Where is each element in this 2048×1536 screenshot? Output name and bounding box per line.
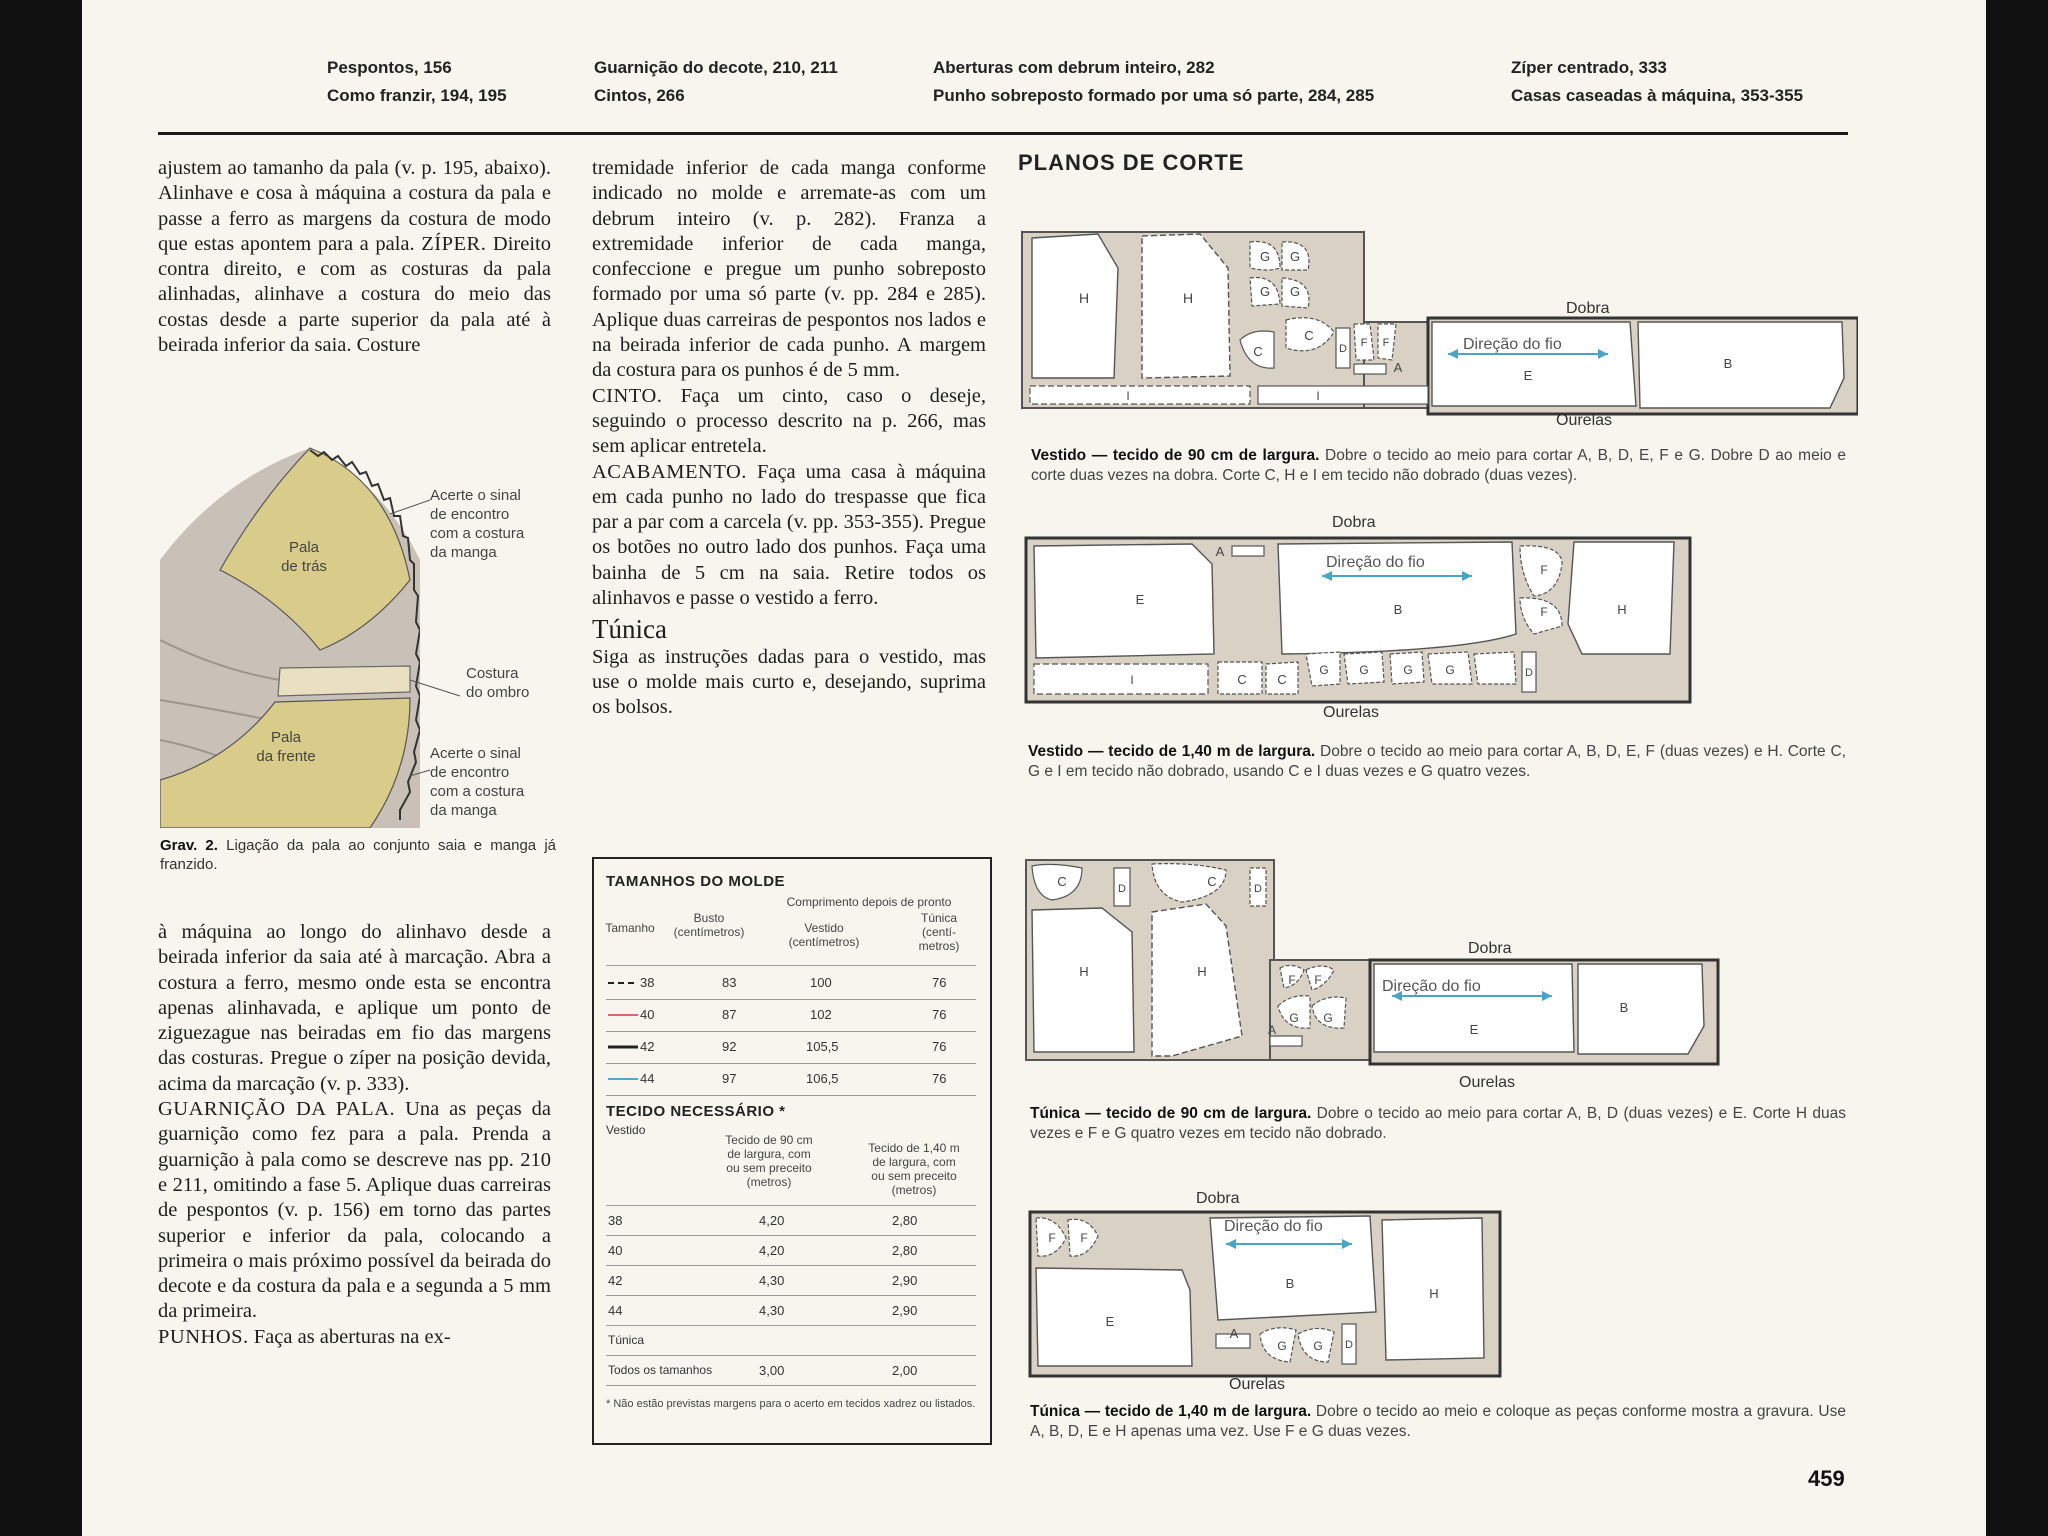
caption-label: Grav. 2.: [160, 837, 218, 854]
shoulder-seam-band: [278, 666, 410, 696]
svg-text:E: E: [1523, 368, 1533, 383]
section-heading-punhos: PUNHOS.: [158, 1325, 249, 1348]
cell: 76: [932, 1007, 947, 1022]
cell: 87: [722, 1007, 737, 1022]
svg-text:H: H: [1197, 964, 1207, 979]
svg-text:F: F: [1382, 337, 1390, 349]
cell: 102: [810, 1007, 832, 1022]
svg-text:F: F: [1080, 1231, 1088, 1245]
svg-text:I: I: [1130, 673, 1134, 687]
svg-text:F: F: [1288, 973, 1296, 987]
section-heading-ziper: ZÍPER.: [421, 232, 487, 255]
svg-text:G: G: [1323, 1011, 1333, 1025]
svg-text:C: C: [1057, 874, 1067, 889]
svg-text:G: G: [1289, 1011, 1299, 1025]
label-acerte-sinal-2: Acerte o sinal de encontro com a costura da manga: [430, 745, 525, 819]
fabric-sub-vestido: Vestido: [606, 1123, 646, 1137]
cutting-diagram-3: [1022, 856, 1722, 1074]
label-direcao-fio: Direção do fio: [1326, 554, 1425, 571]
column1-top-text: [158, 156, 551, 358]
paragraph: Faça as aberturas na ex-: [253, 1325, 451, 1348]
svg-text:F: F: [1360, 337, 1368, 349]
label-costura-ombro: Costura do ombro: [466, 665, 530, 701]
svg-text:I: I: [1126, 389, 1130, 403]
label-dobra: Dobra: [1566, 300, 1610, 317]
cell: 44: [608, 1303, 623, 1318]
svg-text:F: F: [1540, 563, 1548, 577]
section-heading-cinto: CINTO.: [592, 384, 663, 407]
header-index-col1: [327, 54, 507, 110]
table-header-vestido: Vestido (centímetros): [788, 921, 860, 949]
svg-text:G: G: [1319, 663, 1329, 677]
svg-text:G: G: [1359, 663, 1369, 677]
table-header-tamanho: Tamanho: [605, 921, 655, 935]
header-entry: Guarnição do decote, 210, 211: [594, 58, 838, 77]
svg-text:D: D: [1525, 667, 1533, 679]
svg-text:B: B: [1393, 602, 1403, 617]
cell: 105,5: [806, 1039, 839, 1054]
svg-text:H: H: [1617, 602, 1627, 617]
svg-text:G: G: [1313, 1339, 1323, 1353]
label-ourelas: Ourelas: [1459, 1074, 1516, 1091]
cell: 76: [932, 1071, 947, 1086]
label-direcao-fio: Direção do fio: [1382, 978, 1481, 995]
caption-title: Túnica — tecido de 90 cm de largura.: [1030, 1105, 1312, 1122]
svg-text:C: C: [1207, 874, 1217, 889]
section-title-tunica: Túnica: [592, 614, 667, 645]
label-ourelas: Ourelas: [1323, 704, 1380, 721]
svg-text:A: A: [1267, 1023, 1277, 1037]
label-ourelas: Ourelas: [1229, 1376, 1286, 1393]
paragraph: Siga as instruções dadas para o vestido, mas use o molde mais curto e, desejando, suprima os bolsos.: [592, 645, 986, 719]
label-pala-frente: Pala da frente: [256, 729, 316, 765]
caption-diagram-4: [1030, 1402, 1846, 1442]
svg-text:H: H: [1078, 290, 1090, 306]
cell: 97: [722, 1071, 737, 1086]
svg-text:B: B: [1285, 1276, 1295, 1291]
fabric-header-140: Tecido de 1,40 m de largura, com ou sem preceito (metros): [868, 1141, 960, 1197]
header-entry: Como franzir, 194, 195: [327, 86, 507, 105]
label-dobra: Dobra: [1196, 1190, 1240, 1207]
cell: 2,90: [892, 1303, 918, 1318]
svg-text:H: H: [1182, 290, 1194, 306]
header-entry: Punho sobreposto formado por uma só parte, 284, 285: [933, 86, 1375, 105]
label-ourelas: Ourelas: [1556, 412, 1613, 429]
cell: 76: [932, 1039, 947, 1054]
cell: 83: [722, 975, 737, 990]
svg-text:G: G: [1277, 1339, 1287, 1353]
svg-text:A: A: [1229, 1326, 1239, 1341]
svg-text:D: D: [1339, 343, 1347, 355]
header-index-col2: [594, 54, 838, 110]
svg-text:E: E: [1105, 1314, 1115, 1329]
paragraph: Faça uma casa à máquina em cada punho no lado do trespasse que fica par a par com a carcela (v. pp. 353-355). Pregue os botões no outro lado dos punhos. Faça uma bainha de 5 cm na saia. Retire todos os alinhavos e passe o vestido a ferro.: [592, 460, 986, 610]
svg-text:E: E: [1135, 592, 1145, 607]
cell: 38: [640, 975, 655, 990]
label-direcao-fio: Direção do fio: [1463, 336, 1562, 353]
svg-text:B: B: [1723, 356, 1733, 371]
table-title: TAMANHOS DO MOLDE: [606, 873, 786, 890]
header-rule: [158, 132, 1848, 135]
fabric-header-90: Tecido de 90 cm de largura, com ou sem preceito (metros): [725, 1133, 813, 1189]
svg-text:C: C: [1277, 672, 1287, 687]
table-header-busto: Busto (centímetros): [673, 911, 745, 939]
svg-text:A: A: [1393, 360, 1403, 375]
cell: 106,5: [806, 1071, 839, 1086]
section-heading-guarnicao: GUARNIÇÃO DA PALA.: [158, 1098, 396, 1121]
caption-title: Túnica — tecido de 1,40 m de largura.: [1030, 1403, 1312, 1420]
fabric-title: TECIDO NECESSÁRIO *: [606, 1103, 786, 1120]
caption-text: Dobre o tecido ao meio para cortar A, B, D (duas vezes) e E. Corte H duas vezes e F e G quatro vezes em tecido não dobrado.: [1030, 1105, 1847, 1142]
fabric-sub-tunica: Túnica: [608, 1333, 645, 1347]
paragraph: Direito contra direito, e com as costuras da pala alinhadas, alinhave a costura do meio das costas desde a parte superior da pala até à beirada inferior da saia. Costure: [158, 232, 551, 357]
svg-text:F: F: [1314, 973, 1322, 987]
paragraph: Faça um cinto, caso o deseje, seguindo o processo descrito na p. 266, mas sem aplicar entretela.: [592, 384, 987, 458]
svg-text:G: G: [1445, 663, 1455, 677]
cell: 40: [608, 1243, 623, 1258]
svg-text:G: G: [1289, 284, 1301, 299]
header-entry: Pespontos, 156: [327, 58, 452, 77]
cell: 76: [932, 975, 947, 990]
svg-text:G: G: [1259, 249, 1271, 264]
cell: Todos os tamanhos: [608, 1363, 713, 1377]
svg-text:G: G: [1403, 663, 1413, 677]
label-dobra: Dobra: [1468, 940, 1512, 957]
svg-text:F: F: [1540, 605, 1548, 619]
header-index-col4: [1511, 54, 1803, 110]
label-dobra: Dobra: [1332, 514, 1376, 531]
paragraph: Una as peças da guarnição como fez para a pala. Prenda a guarnição à pala como se descreve nas pp. 210 e 211, omitindo a fase 5. Aplique duas carreiras de pespontos (v. p. 156) em torno das partes superior e inferior da pala, colocando a primeira o mais próximo possível da beirada do decote e da costura da pala e a segunda a 5 mm da primeira.: [158, 1098, 551, 1323]
cell: 42: [640, 1039, 655, 1054]
cell: 2,80: [892, 1243, 918, 1258]
cutting-plans-title: PLANOS DE CORTE: [1018, 150, 1245, 175]
cell: 2,90: [892, 1273, 918, 1288]
cutting-diagram-1: [1018, 228, 1858, 438]
page-number: 459: [1808, 1466, 1845, 1491]
cell: 4,30: [759, 1273, 785, 1288]
svg-text:G: G: [1289, 249, 1301, 264]
table-footnote: * Não estão previstas margens para o acerto em tecidos xadrez ou listados.: [606, 1398, 976, 1410]
svg-text:C: C: [1237, 672, 1247, 687]
caption-title: Vestido — tecido de 1,40 m de largura.: [1028, 743, 1316, 760]
svg-text:H: H: [1079, 964, 1089, 979]
cell: 92: [722, 1039, 737, 1054]
cell: 4,30: [759, 1303, 785, 1318]
cell: 4,20: [759, 1213, 785, 1228]
svg-text:C: C: [1253, 344, 1263, 359]
svg-text:D: D: [1345, 1339, 1353, 1351]
cell: 4,20: [759, 1243, 785, 1258]
header-entry: Zíper centrado, 333: [1511, 58, 1667, 77]
svg-text:E: E: [1469, 1022, 1479, 1037]
caption-text: Dobre o tecido ao meio e coloque as peças conforme mostra a gravura. Use A, B, D, E e H apenas uma vez. Use F e G duas vezes.: [1030, 1403, 1846, 1440]
caption-diagram-2: [1028, 742, 1846, 782]
svg-text:D: D: [1118, 883, 1126, 895]
caption-text: Dobre o tecido ao meio para cortar A, B, D, E, F e G. Dobre D ao meio e corte duas vezes na dobra. Corte C, H e I em tecido não dobrado (duas vezes).: [1031, 447, 1847, 484]
cell: 2,80: [892, 1213, 918, 1228]
cell: 40: [640, 1007, 655, 1022]
svg-text:C: C: [1304, 328, 1314, 343]
cell: 38: [608, 1213, 623, 1228]
section-heading-acabamento: ACABAMENTO.: [592, 460, 747, 483]
svg-text:F: F: [1048, 1231, 1056, 1245]
svg-text:B: B: [1619, 1000, 1629, 1015]
size-table: [592, 857, 992, 1445]
svg-text:H: H: [1429, 1286, 1439, 1301]
cell: 3,00: [759, 1363, 785, 1378]
cell: 100: [810, 975, 832, 990]
caption-diagram-3: [1030, 1104, 1846, 1144]
cell: 42: [608, 1273, 623, 1288]
svg-text:D: D: [1254, 883, 1262, 895]
caption-diagram-1: [1031, 446, 1846, 486]
paragraph: à máquina ao longo do alinhavo desde a beirada inferior da saia até à marcação. Abra a costura a ferro, mesmo onde esta se encontra apenas alinhavada, e aplique um ponto de ziguezague nas beiradas em fio das margens das costuras. Pregue o zíper na posição devida, acima da marcação (v. p. 333).: [158, 921, 551, 1095]
svg-text:A: A: [1215, 544, 1225, 559]
cell: 44: [640, 1071, 655, 1086]
figure-caption: [160, 836, 556, 874]
header-entry: Casas caseadas à máquina, 353-355: [1511, 86, 1804, 105]
table-comp-header: Comprimento depois de pronto: [786, 895, 952, 909]
paragraph: ajustem ao tamanho da pala (v. p. 195, abaixo). Alinhave e cosa à máquina a costura da pala e passe a ferro as margens da costura de modo que estas apontem para a pala.: [158, 157, 551, 255]
table-header-tunica: Túnica (centí- metros): [918, 911, 960, 953]
header-index-col3: [933, 54, 1374, 110]
label-acerte-sinal-1: Acerte o sinal de encontro com a costura da manga: [430, 487, 525, 561]
label-direcao-fio: Direção do fio: [1224, 1218, 1323, 1235]
label-pala-tras: Pala de trás: [281, 539, 327, 575]
header-entry: Aberturas com debrum inteiro, 282: [933, 58, 1215, 77]
column1-bottom-text: [158, 920, 551, 1350]
paragraph: tremidade inferior de cada manga conforme indicado no molde e arremate-as com um debrum inteiro (v. p. 282). Franza a extremidade inferior de cada manga, confeccione e pregue um punho sobreposto formado por uma só parte (v. pp. 284 e 285). Aplique duas carreiras de pespontos nos lados e na beirada inferior de cada punho. A margem da costura para os punhos é de 5 mm.: [592, 157, 986, 382]
caption-text: Dobre o tecido ao meio para cortar A, B, D, E, F (duas vezes) e H. Corte C, G e I em tecido não dobrado, usando C e I duas vezes e G quatro vezes.: [1028, 743, 1846, 780]
cell: 2,00: [892, 1363, 918, 1378]
column2-text: [592, 156, 986, 721]
svg-text:I: I: [1316, 389, 1320, 403]
caption-title: Vestido — tecido de 90 cm de largura.: [1031, 447, 1320, 464]
caption-text: Ligação da pala ao conjunto saia e manga já franzido.: [160, 837, 557, 873]
svg-text:G: G: [1259, 284, 1271, 299]
header-entry: Cintos, 266: [594, 86, 685, 105]
